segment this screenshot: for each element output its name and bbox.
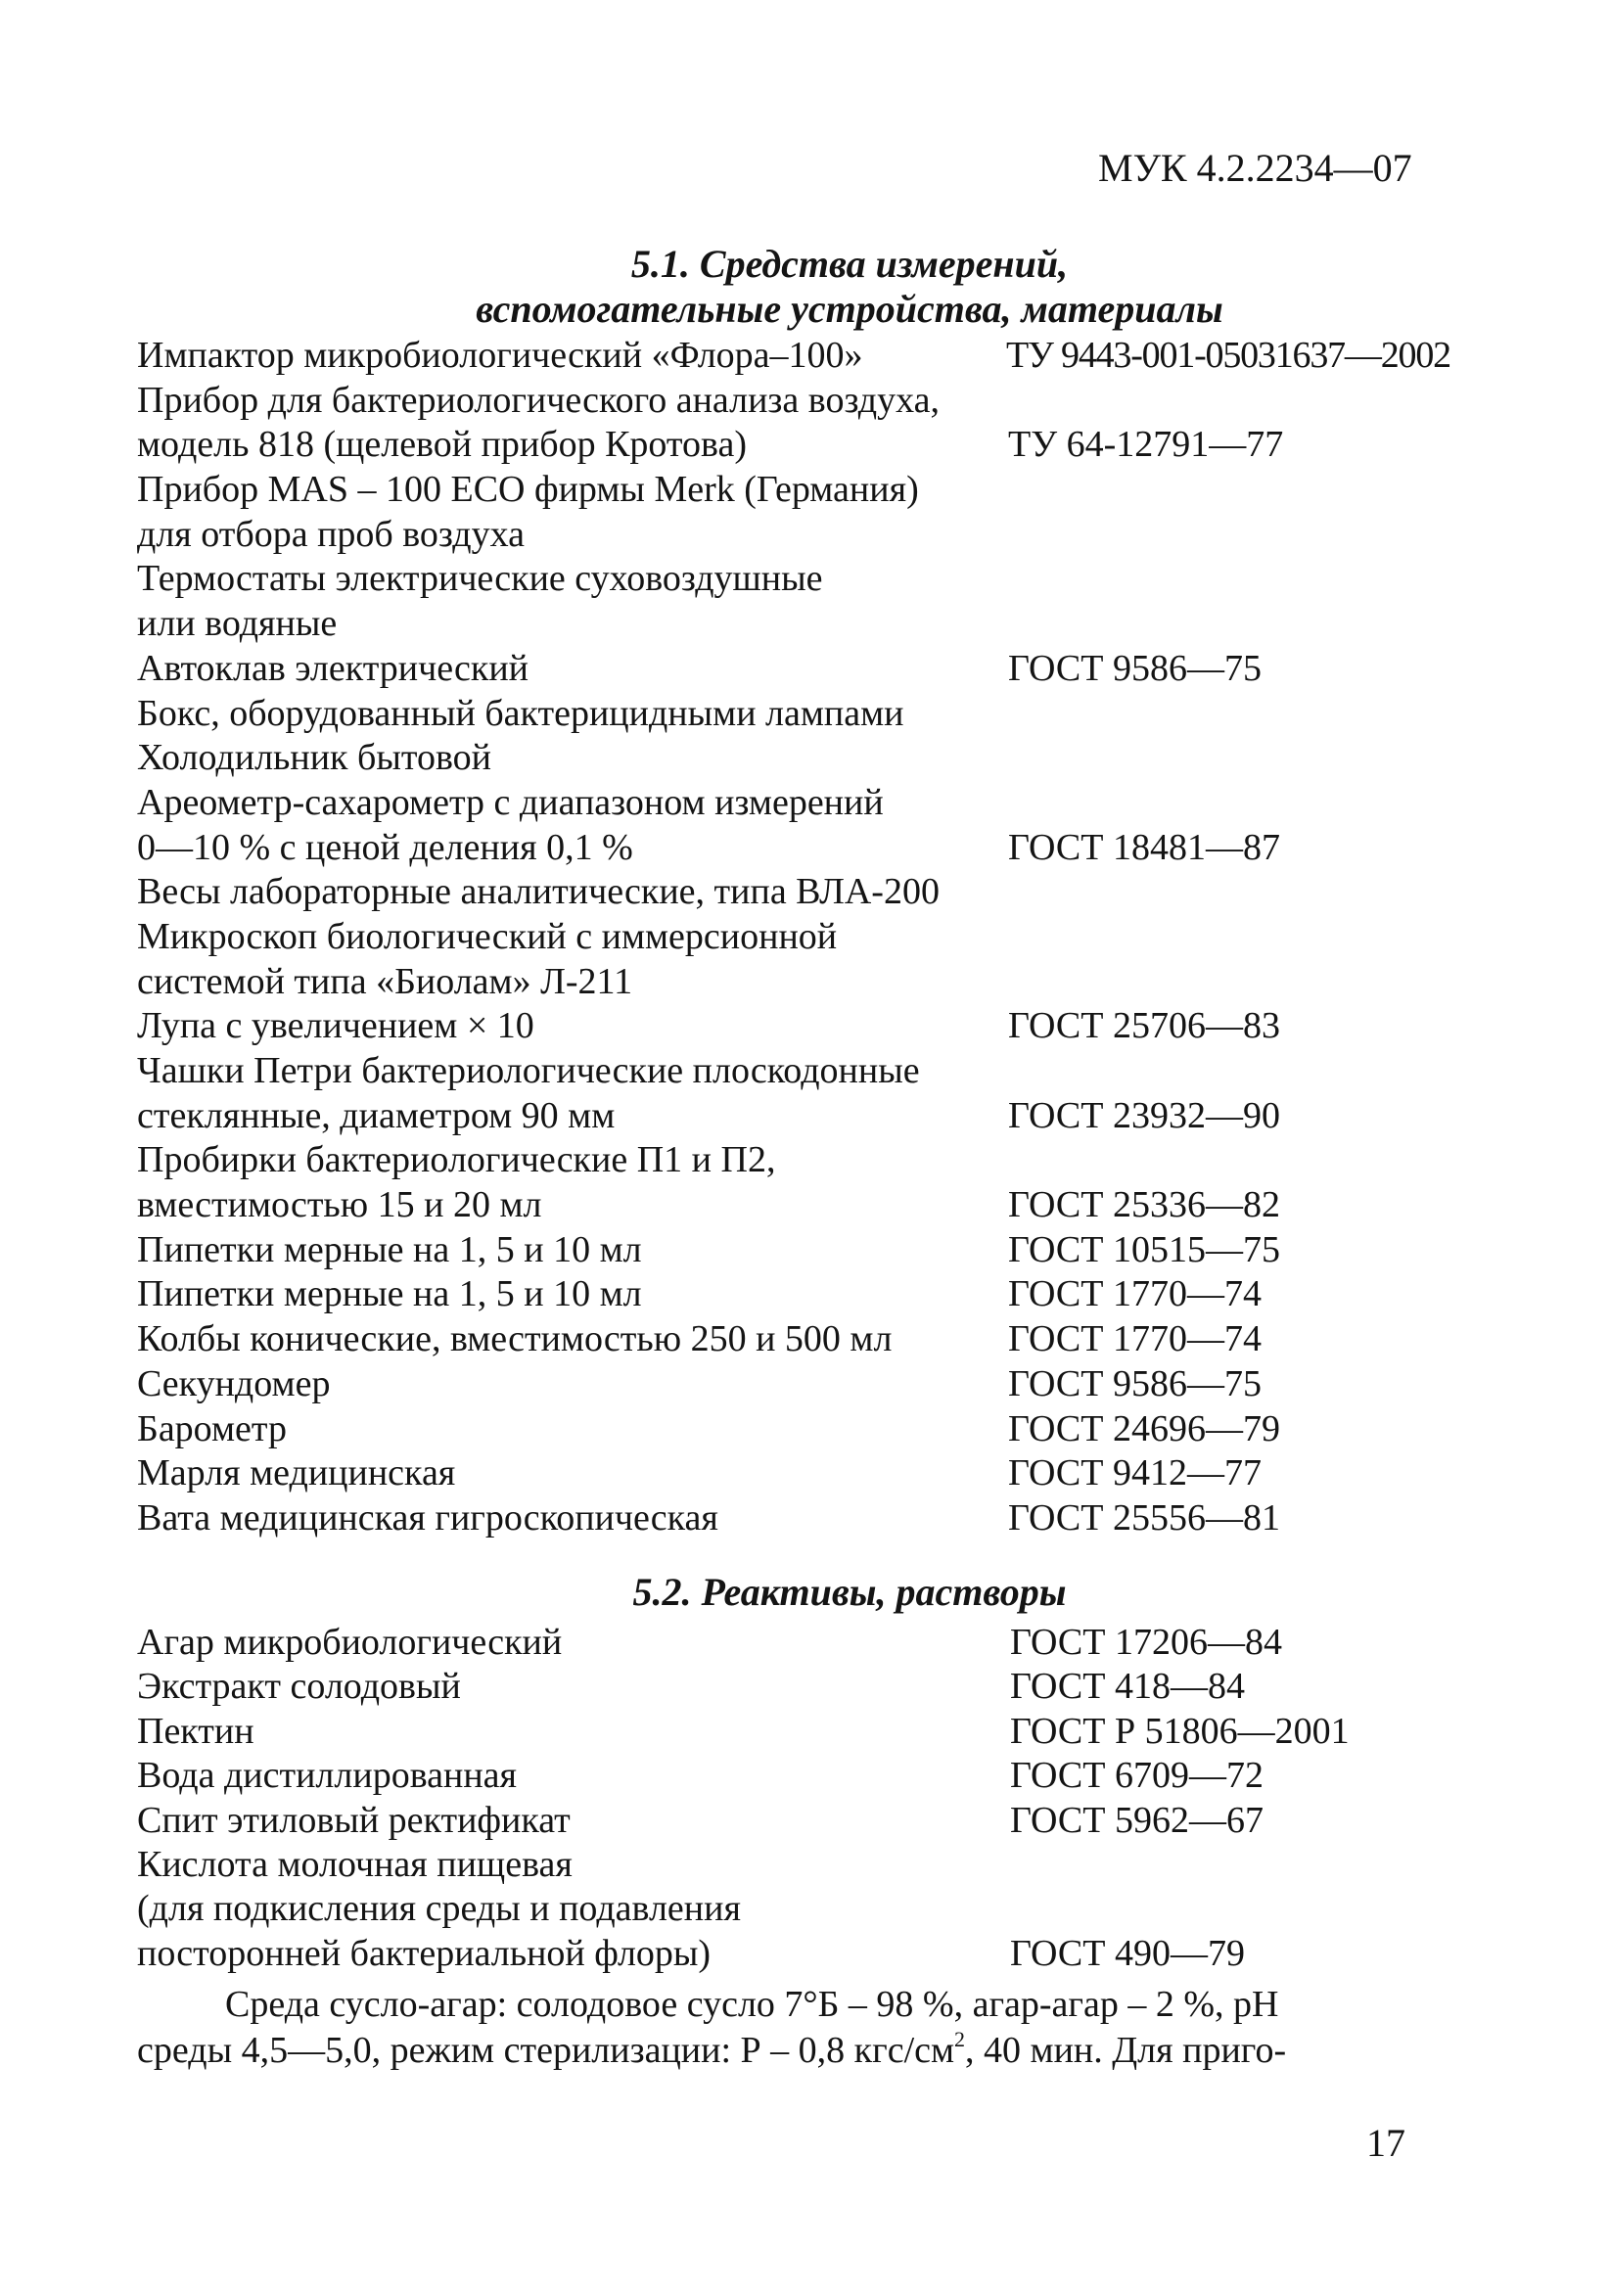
item-standard: ГОСТ 25336—82 [1008, 1184, 1280, 1226]
item-name: Секундомер [137, 1362, 331, 1404]
item-standard: ГОСТ 418—84 [1010, 1666, 1245, 1708]
list-item [137, 870, 1546, 915]
section-title-line-2: вспомогательные устройства, материалы [476, 287, 1223, 331]
item-standard: ТУ 64-12791—77 [1008, 424, 1284, 466]
section-title-5-2: 5.2. Реактивы, растворы [632, 1570, 1067, 1614]
paragraph-line-2-end: , 40 мин. Для приго- [965, 2030, 1287, 2071]
item-name: Марля медицинская [137, 1452, 456, 1494]
item-standard: ГОСТ 5962—67 [1010, 1799, 1264, 1841]
body-paragraph [137, 1982, 1427, 2074]
paragraph-line-2-start: среды 4,5—5,0, режим стерилизации: Р – 0,8 кгс/см [137, 2030, 955, 2071]
list-item [137, 1496, 1546, 1541]
item-name: Агар микробиологический [137, 1622, 563, 1663]
list-item [137, 379, 1546, 424]
item-standard: ГОСТ 1770—74 [1008, 1273, 1262, 1315]
list-item [137, 1138, 1546, 1183]
item-name: Термостаты электрические суховоздушные [137, 558, 823, 600]
item-name: или водяные [137, 603, 338, 645]
item-standard: ГОСТ 25556—81 [1008, 1496, 1280, 1538]
item-name: Лупа с увеличением × 10 [137, 1005, 534, 1047]
list-item [137, 1272, 1546, 1317]
list-item [137, 557, 1546, 602]
equipment-list [137, 334, 1546, 1541]
paragraph-line-2 [137, 2028, 1427, 2074]
item-name: Барометр [137, 1407, 287, 1449]
item-standard: ГОСТ 9586—75 [1008, 647, 1262, 689]
list-item [137, 647, 1546, 692]
item-name: модель 818 (щелевой прибор Кротова) [137, 424, 747, 466]
item-name: Бокс, оборудованный бактерицидными лампами [137, 692, 904, 734]
list-item [137, 1754, 1546, 1798]
list-item [137, 1887, 1546, 1931]
list-item [137, 692, 1546, 737]
list-item [137, 1799, 1546, 1843]
list-item [137, 915, 1546, 960]
item-standard: ГОСТ 25706—83 [1008, 1005, 1280, 1047]
item-name: Пробирки бактериологические П1 и П2, [137, 1139, 776, 1181]
document-code: МУК 4.2.2234—07 [1098, 146, 1412, 190]
item-name: Вода дистиллированная [137, 1755, 518, 1797]
item-name: Экстракт солодовый [137, 1666, 461, 1708]
page-number: 17 [1366, 2121, 1405, 2165]
list-item [137, 423, 1546, 468]
section-title-line-1: 5.1. Средства измерений, [630, 242, 1069, 286]
item-standard: ГОСТ 10515—75 [1008, 1228, 1280, 1270]
list-item [137, 1317, 1546, 1362]
item-name: вместимостью 15 и 20 мл [137, 1184, 542, 1226]
item-name: Пипетки мерные на 1, 5 и 10 мл [137, 1273, 642, 1315]
item-name: Вата медицинская гигроскопическая [137, 1496, 718, 1538]
item-standard: ТУ 9443-001-05031637—2002 [1006, 335, 1450, 376]
item-standard: ГОСТ 490—79 [1010, 1932, 1245, 1974]
item-name: для отбора проб воздуха [137, 513, 525, 555]
list-item [137, 736, 1546, 781]
list-item [137, 1932, 1546, 1976]
item-name: Автоклав электрический [137, 647, 529, 689]
item-name: Холодильник бытовой [137, 737, 492, 779]
section-title-5-1 [0, 242, 1609, 332]
item-standard: ГОСТ 24696—79 [1008, 1407, 1280, 1449]
item-standard: ГОСТ 9412—77 [1008, 1452, 1262, 1494]
list-item [137, 513, 1546, 558]
item-name: Ареометр-сахарометр с диапазоном измерений [137, 781, 884, 823]
list-item [137, 781, 1546, 826]
list-item [137, 1228, 1546, 1273]
item-name: Весы лабораторные аналитические, типа ВЛА-200 [137, 871, 940, 913]
item-standard: ГОСТ 23932—90 [1008, 1094, 1280, 1136]
item-name: Микроскоп биологический с иммерсионной [137, 915, 838, 957]
list-item [137, 602, 1546, 647]
item-name: 0—10 % с ценой деления 0,1 % [137, 826, 633, 868]
list-item [137, 1049, 1546, 1094]
paragraph-line-1: Среда сусло-агар: солодовое сусло 7°Б – 98 %, агар-агар – 2 %, рН [225, 1984, 1279, 2025]
list-item [137, 1665, 1546, 1709]
item-name: Прибор MAS – 100 ECO фирмы Merk (Германия) [137, 469, 919, 511]
list-item [137, 1183, 1546, 1228]
list-item [137, 1451, 1546, 1496]
item-name: стеклянные, диаметром 90 мм [137, 1094, 616, 1136]
list-item [137, 334, 1546, 379]
item-name: Импактор микробиологический «Флора–100» [137, 335, 863, 376]
item-name: Спит этиловый ректификат [137, 1799, 571, 1841]
list-item [137, 1004, 1546, 1049]
item-name: (для подкисления среды и подавления [137, 1888, 741, 1930]
list-item [137, 1362, 1546, 1407]
reagents-list [137, 1621, 1546, 1976]
list-item [137, 1407, 1546, 1452]
item-name: системой типа «Биолам» Л-211 [137, 960, 633, 1002]
item-name: Колбы конические, вместимостью 250 и 500 мл [137, 1318, 893, 1360]
list-item [137, 1710, 1546, 1754]
list-item [137, 468, 1546, 513]
item-standard: ГОСТ 6709—72 [1010, 1755, 1264, 1797]
list-item [137, 1843, 1546, 1887]
item-standard: ГОСТ 17206—84 [1010, 1622, 1282, 1663]
item-name: Пектин [137, 1710, 254, 1752]
item-standard: ГОСТ Р 51806—2001 [1010, 1710, 1350, 1752]
list-item [137, 1621, 1546, 1665]
list-item [137, 1094, 1546, 1139]
item-standard: ГОСТ 1770—74 [1008, 1318, 1262, 1360]
item-name: Чашки Петри бактериологические плоскодонные [137, 1050, 920, 1091]
list-item [137, 826, 1546, 871]
list-item [137, 960, 1546, 1005]
superscript-2: 2 [954, 2027, 966, 2051]
item-standard: ГОСТ 18481—87 [1008, 826, 1280, 868]
item-standard: ГОСТ 9586—75 [1008, 1362, 1262, 1404]
item-name: Кислота молочная пищевая [137, 1843, 573, 1885]
item-name: Пипетки мерные на 1, 5 и 10 мл [137, 1228, 642, 1270]
item-name: Прибор для бактериологического анализа воздуха, [137, 379, 940, 421]
item-name: посторонней бактериальной флоры) [137, 1932, 712, 1974]
